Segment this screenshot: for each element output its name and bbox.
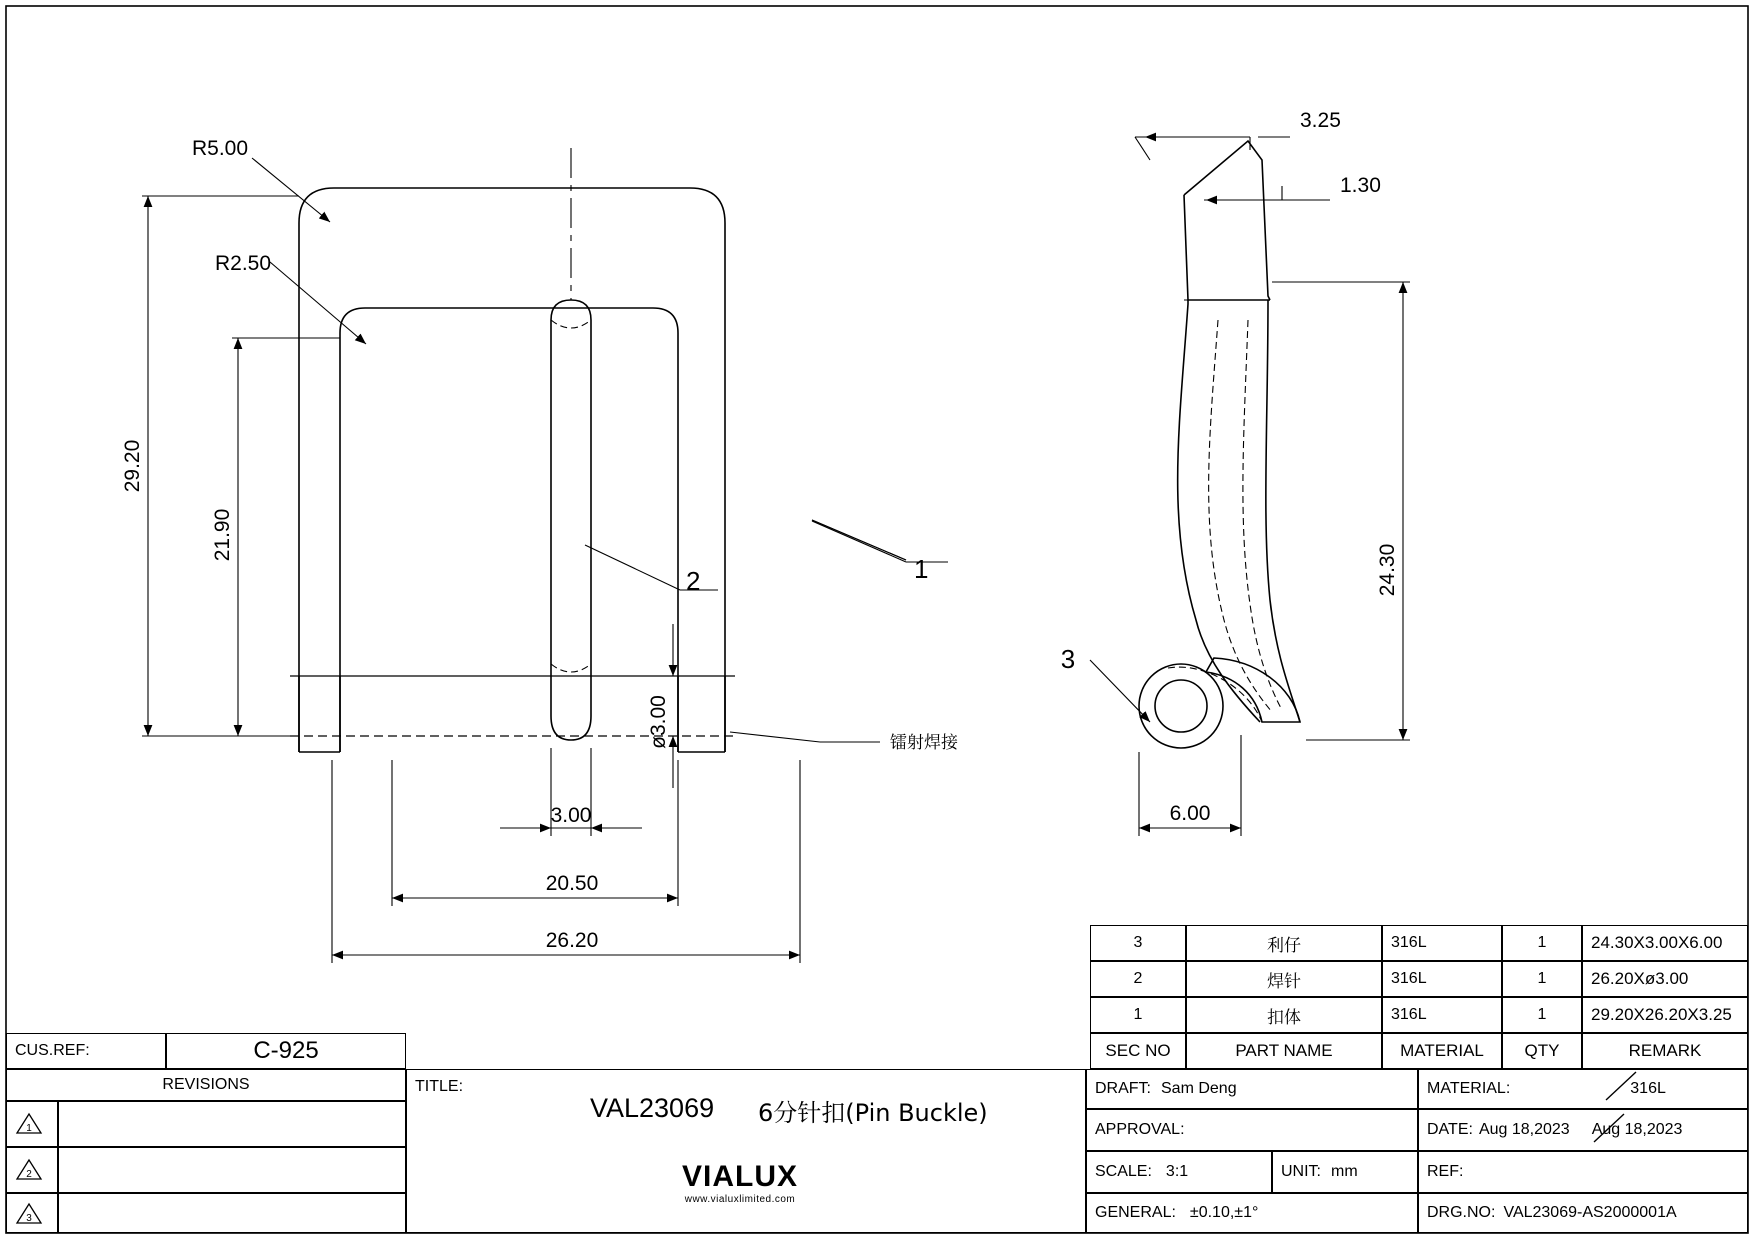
revision-warning-icon-2 — [16, 1158, 42, 1180]
note-laser-weld: 镭射焊接 — [890, 733, 958, 753]
bom-qty-3: 1 — [1502, 925, 1582, 961]
draft-cell: DRAFT: Sam Deng — [1086, 1069, 1418, 1109]
balloon-1: 1 — [914, 554, 929, 584]
title-name: 6分针扣(Pin Buckle) — [758, 1099, 988, 1127]
revision-warning-icon-1 — [16, 1112, 42, 1134]
title-label: TITLE: — [415, 1078, 464, 1095]
bom-material-3: 316L — [1382, 925, 1502, 961]
revision-note-2 — [58, 1147, 406, 1193]
bom-sec-2: 2 — [1090, 961, 1186, 997]
bom-qty-2: 1 — [1502, 961, 1582, 997]
revisions-label: REVISIONS — [6, 1069, 406, 1101]
ref-cell: REF: — [1418, 1151, 1748, 1193]
material-cell: MATERIAL: 316L — [1418, 1069, 1748, 1109]
bom-header-material: MATERIAL — [1382, 1033, 1502, 1069]
svg-text:2: 2 — [26, 1169, 32, 1180]
bom-part-1: 扣体 — [1186, 997, 1382, 1033]
dim-r2-50: R2.50 — [215, 252, 272, 275]
svg-text:3: 3 — [26, 1213, 32, 1224]
title-code: VAL23069 — [590, 1093, 715, 1123]
bom-part-3: 利仔 — [1186, 925, 1382, 961]
scale-cell: SCALE: 3:1 — [1086, 1151, 1272, 1193]
date-value-2: Aug 18,2023 — [1591, 1121, 1683, 1138]
dim-20-50: 20.50 — [545, 872, 599, 895]
bom-header-sec: SEC NO — [1090, 1033, 1186, 1069]
dim-r5-00: R5.00 — [192, 137, 249, 160]
logo-url: www.vialuxlimited.com — [684, 1194, 796, 1205]
bom-part-2: 焊针 — [1186, 961, 1382, 997]
dim-3-00: 3.00 — [550, 804, 592, 827]
bom-material-2: 316L — [1382, 961, 1502, 997]
revision-note-1 — [58, 1101, 406, 1147]
approval-cell: APPROVAL: — [1086, 1109, 1418, 1151]
unit-cell: UNIT: mm — [1272, 1151, 1418, 1193]
dim-21-90: 21.90 — [211, 508, 234, 562]
bom-sec-3: 3 — [1090, 925, 1186, 961]
revision-warning-icon-3 — [16, 1202, 42, 1224]
bom-material-1: 316L — [1382, 997, 1502, 1033]
bom-header-part: PART NAME — [1186, 1033, 1382, 1069]
logo-name: VIALUX — [681, 1160, 798, 1193]
svg-text:1: 1 — [26, 1123, 32, 1134]
dim-1-30: 1.30 — [1340, 174, 1381, 197]
date-value: Aug 18,2023 — [1478, 1121, 1570, 1138]
bom-qty-1: 1 — [1502, 997, 1582, 1033]
balloon-2: 2 — [686, 566, 701, 596]
bom-header-qty: QTY — [1502, 1033, 1582, 1069]
unit-value: mm — [1331, 1163, 1358, 1180]
scale-value: 3:1 — [1165, 1163, 1189, 1180]
dim-dia-3-00: ø3.00 — [647, 695, 670, 749]
general-cell: GENERAL: ±0.10,±1° — [1086, 1193, 1418, 1233]
bom-remark-2: 26.20Xø3.00 — [1582, 961, 1748, 997]
drgno-cell: DRG.NO: VAL23069-AS2000001A — [1418, 1193, 1748, 1233]
dim-6-00: 6.00 — [1169, 802, 1211, 825]
balloon-3: 3 — [1060, 644, 1076, 674]
bom-header-remark: REMARK — [1582, 1033, 1748, 1069]
general-value: ±0.10,±1° — [1189, 1204, 1259, 1221]
drgno-value: VAL23069-AS2000001A — [1503, 1204, 1677, 1221]
draft-value: Sam Deng — [1161, 1080, 1237, 1097]
material-value: 316L — [1630, 1080, 1666, 1097]
revision-note-3 — [58, 1193, 406, 1233]
cus-ref-value: C-925 — [166, 1033, 406, 1069]
dim-26-20: 26.20 — [545, 929, 599, 952]
dim-29-20: 29.20 — [121, 439, 144, 493]
date-cell: DATE: Aug 18,2023 Aug 18,2023 — [1418, 1109, 1748, 1151]
bom-sec-1: 1 — [1090, 997, 1186, 1033]
cus-ref-label: CUS.REF: — [6, 1033, 166, 1069]
bom-remark-1: 29.20X26.20X3.25 — [1582, 997, 1748, 1033]
dim-3-25: 3.25 — [1300, 109, 1341, 132]
dim-24-30: 24.30 — [1376, 543, 1399, 597]
company-logo — [620, 1160, 860, 1205]
bom-remark-3: 24.30X3.00X6.00 — [1582, 925, 1748, 961]
